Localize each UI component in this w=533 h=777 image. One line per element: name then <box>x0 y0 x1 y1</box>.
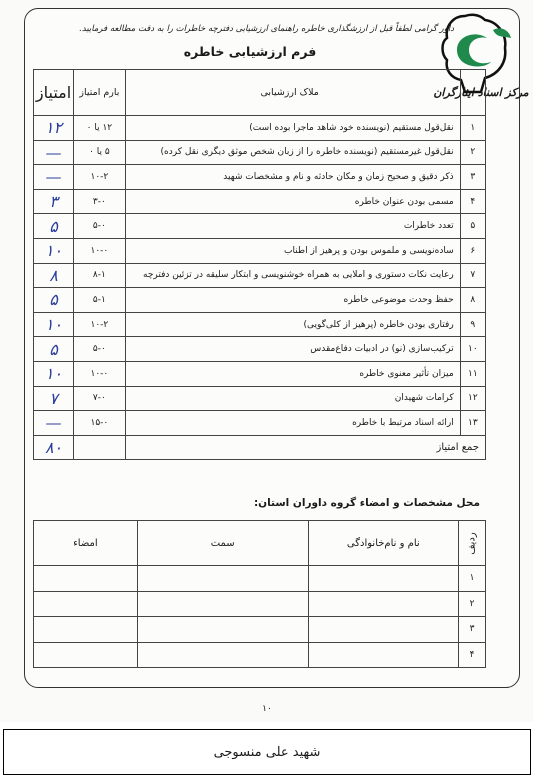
judge-name-cell[interactable] <box>308 642 458 668</box>
criterion-text: ذکر دقیق و صحیح زمان و مکان حادثه و نام و مشخصات شهید <box>125 165 460 190</box>
header-row-number: ردیف <box>459 521 486 566</box>
criterion-number: ۲ <box>460 140 485 165</box>
criterion-score: ۱۰ <box>34 361 74 386</box>
header-number <box>460 70 485 116</box>
criterion-number: ۴ <box>460 189 485 214</box>
criterion-row <box>34 116 486 141</box>
header-range: بارم امتیاز <box>74 70 126 116</box>
total-score: ۸۰ <box>34 435 74 460</box>
criterion-row <box>34 288 486 313</box>
criterion-row <box>34 386 486 411</box>
criterion-number: ۹ <box>460 312 485 337</box>
header-score: امتیاز <box>34 70 74 116</box>
judges-heading: محل مشخصات و امضاء گروه داوران استان: <box>253 497 480 509</box>
criterion-row <box>34 214 486 239</box>
judges-table <box>33 520 486 668</box>
header-position: سمت <box>137 521 308 566</box>
judge-signature-cell[interactable] <box>34 642 138 668</box>
criterion-number: ۱۱ <box>460 361 485 386</box>
criterion-range: ۵-۰ <box>74 214 126 239</box>
criterion-number: ۶ <box>460 238 485 263</box>
header-name: نام و نام‌خانوادگی <box>308 521 458 566</box>
criterion-score: — <box>34 165 74 190</box>
judge-position-cell[interactable] <box>137 566 308 592</box>
evaluation-header-row <box>34 70 486 116</box>
criterion-range: ۱۲ یا ۰ <box>74 116 126 141</box>
criterion-range: ۵-۰ <box>74 337 126 362</box>
judge-row-number: ۱ <box>459 566 486 592</box>
judge-instruction: داور گرامی لطفاً قبل از ارزشگذاری خاطره راهنمای ارزشیابی دفترچه خاطرات را به دقت مطالعه فرمایید. <box>79 24 454 34</box>
criterion-score: — <box>34 411 74 436</box>
criterion-score: ۳ <box>34 189 74 214</box>
criterion-range: ۵ یا ۰ <box>74 140 126 165</box>
criterion-range: ۳-۰ <box>74 189 126 214</box>
judge-name-cell[interactable] <box>308 617 458 643</box>
judge-row <box>34 591 486 617</box>
criterion-range: ۱۰-۰ <box>74 238 126 263</box>
judge-signature-cell[interactable] <box>34 566 138 592</box>
judge-name-cell[interactable] <box>308 566 458 592</box>
judge-row <box>34 642 486 668</box>
logo-wordmark: مرکز اسناد ایثارگران <box>433 86 529 99</box>
criterion-number: ۳ <box>460 165 485 190</box>
criterion-row <box>34 165 486 190</box>
caption-box <box>3 729 531 775</box>
caption-text: شهید علی منسوجی <box>213 744 321 760</box>
criterion-text: رعایت نکات دستوری و املایی به همراه خوشنویسی و ابتکار سلیقه در تزئین دفترچه <box>125 263 460 288</box>
criterion-score: ۷ <box>34 386 74 411</box>
criterion-score: ۱۰ <box>34 238 74 263</box>
criterion-score: ۵ <box>34 337 74 362</box>
criterion-number: ۱ <box>460 116 485 141</box>
criterion-number: ۱۳ <box>460 411 485 436</box>
criterion-text: ترکیب‌سازی (نو) در ادبیات دفاع‌مقدس <box>125 337 460 362</box>
criterion-range: ۱۰-۲ <box>74 165 126 190</box>
criterion-text: تعدد خاطرات <box>125 214 460 239</box>
total-label: جمع امتیاز <box>125 435 485 460</box>
criterion-score: ۵ <box>34 214 74 239</box>
judge-position-cell[interactable] <box>137 591 308 617</box>
criterion-row <box>34 238 486 263</box>
total-empty-cell <box>74 435 126 460</box>
judge-row-number: ۴ <box>459 642 486 668</box>
criterion-range: ۷-۰ <box>74 386 126 411</box>
criterion-text: کرامات شهیدان <box>125 386 460 411</box>
criterion-number: ۷ <box>460 263 485 288</box>
criterion-score: ۱۲ <box>34 116 74 141</box>
criterion-number: ۵ <box>460 214 485 239</box>
criterion-text: رفتاری بودن خاطره (پرهیز از کلی‌گویی) <box>125 312 460 337</box>
judge-row <box>34 566 486 592</box>
total-row <box>34 435 486 460</box>
criterion-row <box>34 337 486 362</box>
criterion-text: میزان تأثیر معنوی خاطره <box>125 361 460 386</box>
form-title: فرم ارزشیابی خاطره <box>183 44 317 59</box>
criterion-score: — <box>34 140 74 165</box>
criterion-row <box>34 361 486 386</box>
criterion-score: ۱۰ <box>34 312 74 337</box>
criterion-row <box>34 263 486 288</box>
criterion-number: ۱۲ <box>460 386 485 411</box>
criterion-text: نقل‌قول مستقیم (نویسنده خود شاهد ماجرا بوده است) <box>125 116 460 141</box>
judge-row-number: ۲ <box>459 591 486 617</box>
judge-row-number: ۳ <box>459 617 486 643</box>
page-number: ۱۰ <box>262 704 272 714</box>
judge-position-cell[interactable] <box>137 642 308 668</box>
criterion-number: ۱۰ <box>460 337 485 362</box>
criterion-text: نقل‌قول غیرمستقیم (نویسنده خاطره را از زبان شخص موثق دیگری نقل کرده) <box>125 140 460 165</box>
criterion-row <box>34 312 486 337</box>
judge-row <box>34 617 486 643</box>
criterion-score: ۸ <box>34 263 74 288</box>
criterion-number: ۸ <box>460 288 485 313</box>
criterion-row <box>34 411 486 436</box>
criterion-text: مسمی بودن عنوان خاطره <box>125 189 460 214</box>
criterion-text: حفظ وحدت موضوعی خاطره <box>125 288 460 313</box>
criterion-text: ارائه اسناد مرتبط با خاطره <box>125 411 460 436</box>
judge-signature-cell[interactable] <box>34 617 138 643</box>
criterion-row <box>34 189 486 214</box>
criterion-range: ۸-۱ <box>74 263 126 288</box>
criterion-range: ۱۵-۰ <box>74 411 126 436</box>
criterion-row <box>34 140 486 165</box>
judge-signature-cell[interactable] <box>34 591 138 617</box>
criterion-score: ۵ <box>34 288 74 313</box>
criterion-range: ۱۰-۰ <box>74 361 126 386</box>
evaluation-table <box>33 69 486 460</box>
judge-position-cell[interactable] <box>137 617 308 643</box>
header-signature: امضاء <box>34 521 138 566</box>
criterion-range: ۱۰-۲ <box>74 312 126 337</box>
criterion-range: ۵-۱ <box>74 288 126 313</box>
judge-name-cell[interactable] <box>308 591 458 617</box>
header-criterion: ملاک ارزشیابی <box>125 70 460 116</box>
judges-header-row <box>34 521 486 566</box>
criterion-text: ساده‌نویسی و ملموس بودن و پرهیز از اطناب <box>125 238 460 263</box>
